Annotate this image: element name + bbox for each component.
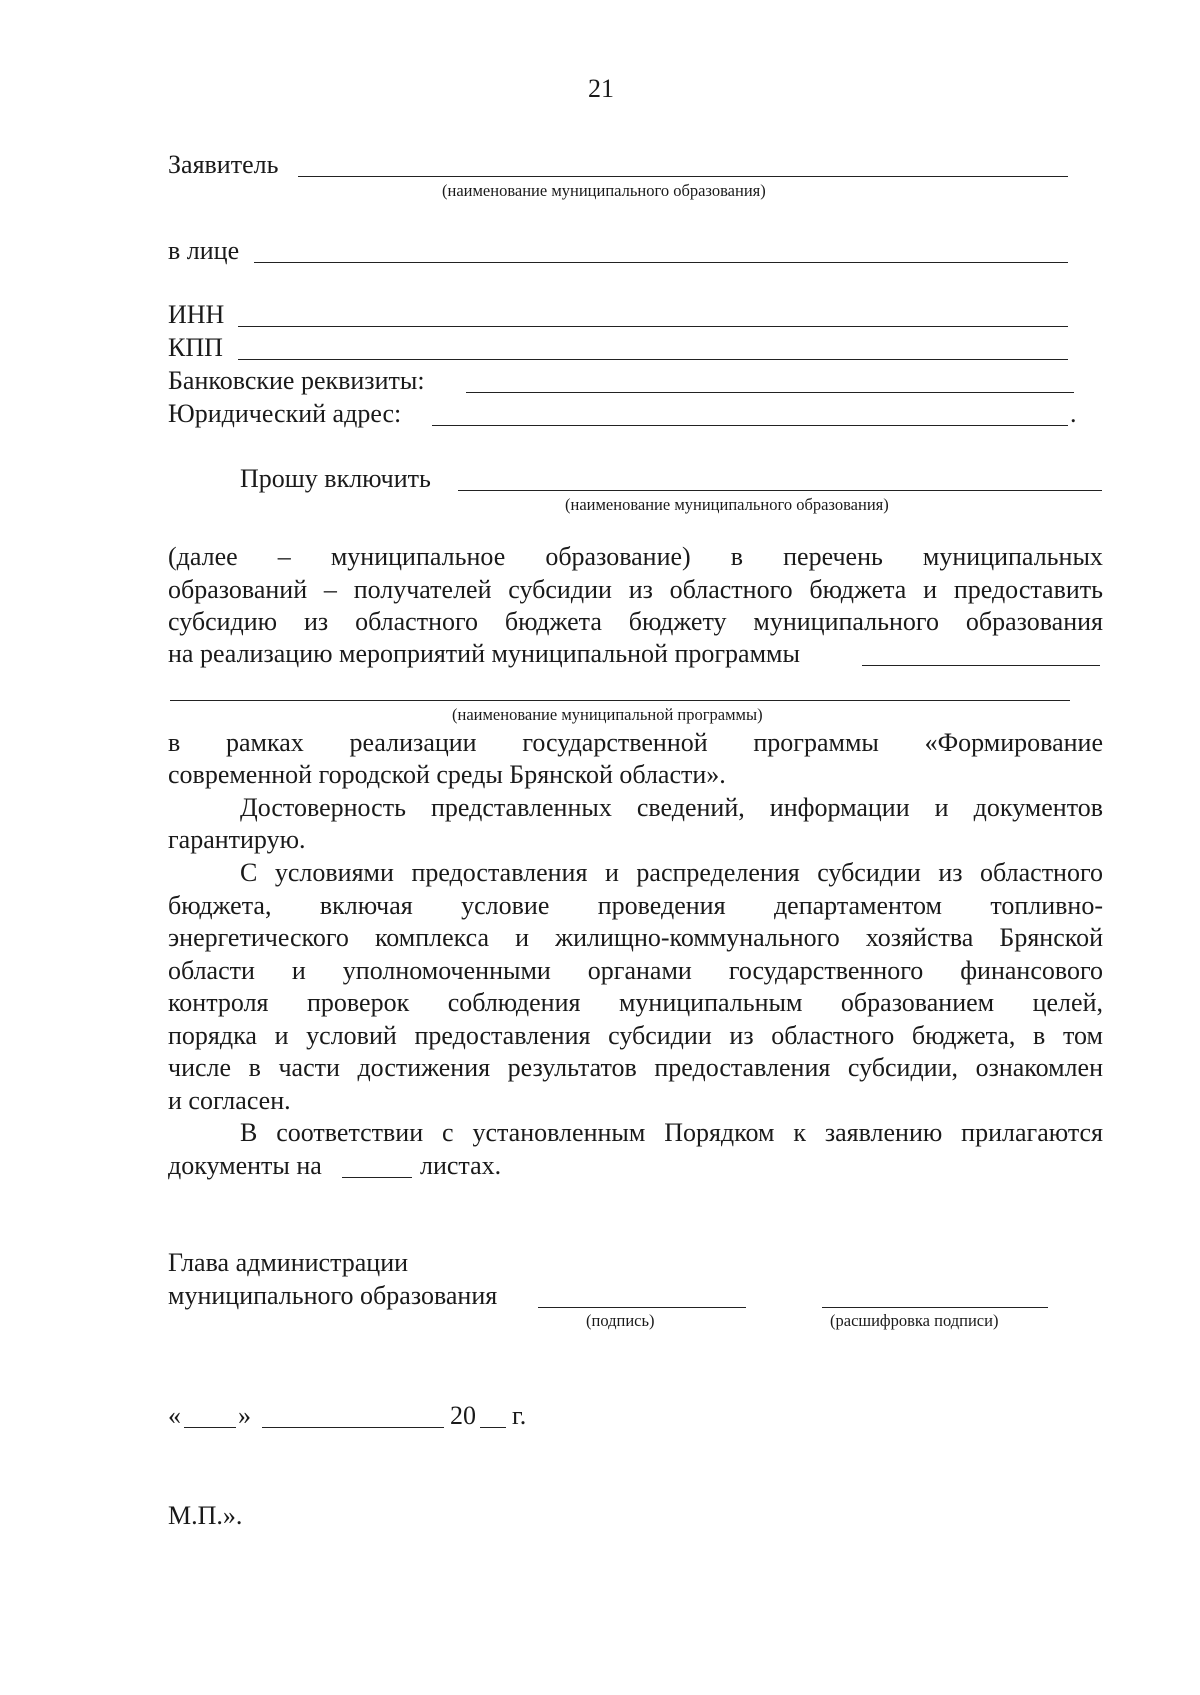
conditions-row-3: энергетического комплекса и жилищно-коммунального хозяйства Брянской (168, 923, 1103, 952)
conditions-row-4: области и уполномоченными органами государственного финансового (168, 956, 1103, 985)
page-number: 21 (588, 74, 614, 103)
signature-title-1: Глава администрации (168, 1248, 409, 1277)
date-open-quote: « (168, 1401, 181, 1430)
represented-by-field[interactable] (254, 262, 1068, 263)
guarantee-row-2: гарантирую. (168, 825, 306, 854)
request-label: Прошу включить (240, 464, 431, 493)
state-program-row-2: современной городской среды Брянской области». (168, 760, 726, 789)
program-field[interactable] (170, 700, 1070, 701)
signature-decoding-field[interactable] (822, 1307, 1048, 1308)
conditions-row-5: контроля проверок соблюдения муниципальным образованием целей, (168, 988, 1103, 1017)
conditions-row-1: С условиями предоставления и распределения субсидии из областного (240, 858, 1103, 887)
sheets-count-field[interactable] (342, 1177, 412, 1178)
date-year-field[interactable] (480, 1427, 506, 1428)
date-month-field[interactable] (262, 1427, 444, 1428)
state-program-row-1: в рамках реализации государственной программы «Формирование (168, 728, 1103, 757)
request-caption: (наименование муниципального образования) (565, 495, 889, 514)
attachments-row-2-start: документы на (168, 1151, 322, 1180)
signature-field[interactable] (538, 1307, 746, 1308)
applicant-field[interactable] (298, 176, 1068, 177)
program-field-end[interactable] (862, 665, 1100, 666)
bank-field[interactable] (466, 392, 1074, 393)
request-paragraph-row-2: образований – получателей субсидии из областного бюджета и предоставить (168, 575, 1103, 604)
date-year-suffix: г. (512, 1401, 527, 1430)
conditions-row-2: бюджета, включая условие проведения департаментом топливно- (168, 891, 1103, 920)
program-line-label: на реализацию мероприятий муниципальной программы (168, 639, 800, 668)
address-label: Юридический адрес: (168, 399, 402, 428)
signature-caption: (подпись) (586, 1311, 655, 1330)
signature-title-2: муниципального образования (168, 1281, 498, 1310)
conditions-row-8: и согласен. (168, 1086, 291, 1115)
guarantee-row-1: Достоверность представленных сведений, информации и документов (240, 793, 1103, 822)
program-caption: (наименование муниципальной программы) (452, 705, 763, 724)
stamp-mark: М.П.». (168, 1501, 243, 1530)
inn-field[interactable] (238, 326, 1068, 327)
conditions-row-6: порядка и условий предоставления субсидии из областного бюджета, в том (168, 1021, 1103, 1050)
date-year-prefix: 20 (450, 1401, 476, 1430)
kpp-field[interactable] (238, 359, 1068, 360)
date-close-quote: » (238, 1401, 251, 1430)
applicant-caption: (наименование муниципального образования) (442, 181, 766, 200)
attachments-row-2-end: листах. (420, 1151, 502, 1180)
request-field[interactable] (458, 490, 1102, 491)
date-day-field[interactable] (184, 1427, 236, 1428)
kpp-label: КПП (168, 333, 223, 362)
request-paragraph-row-3: субсидию из областного бюджета бюджету муниципального образования (168, 607, 1103, 636)
attachments-row-1: В соответствии с установленным Порядком к заявлению прилагаются (240, 1118, 1103, 1147)
inn-label: ИНН (168, 300, 225, 329)
request-paragraph-row-1: (далее – муниципальное образование) в перечень муниципальных (168, 542, 1103, 571)
decoding-caption: (расшифровка подписи) (830, 1311, 999, 1330)
address-field[interactable] (432, 425, 1068, 426)
bank-label: Банковские реквизиты: (168, 366, 425, 395)
address-end-dot: . (1070, 399, 1077, 428)
represented-by-label: в лице (168, 236, 240, 265)
applicant-label: Заявитель (168, 150, 279, 179)
conditions-row-7: числе в части достижения результатов предоставления субсидии, ознакомлен (168, 1053, 1103, 1082)
